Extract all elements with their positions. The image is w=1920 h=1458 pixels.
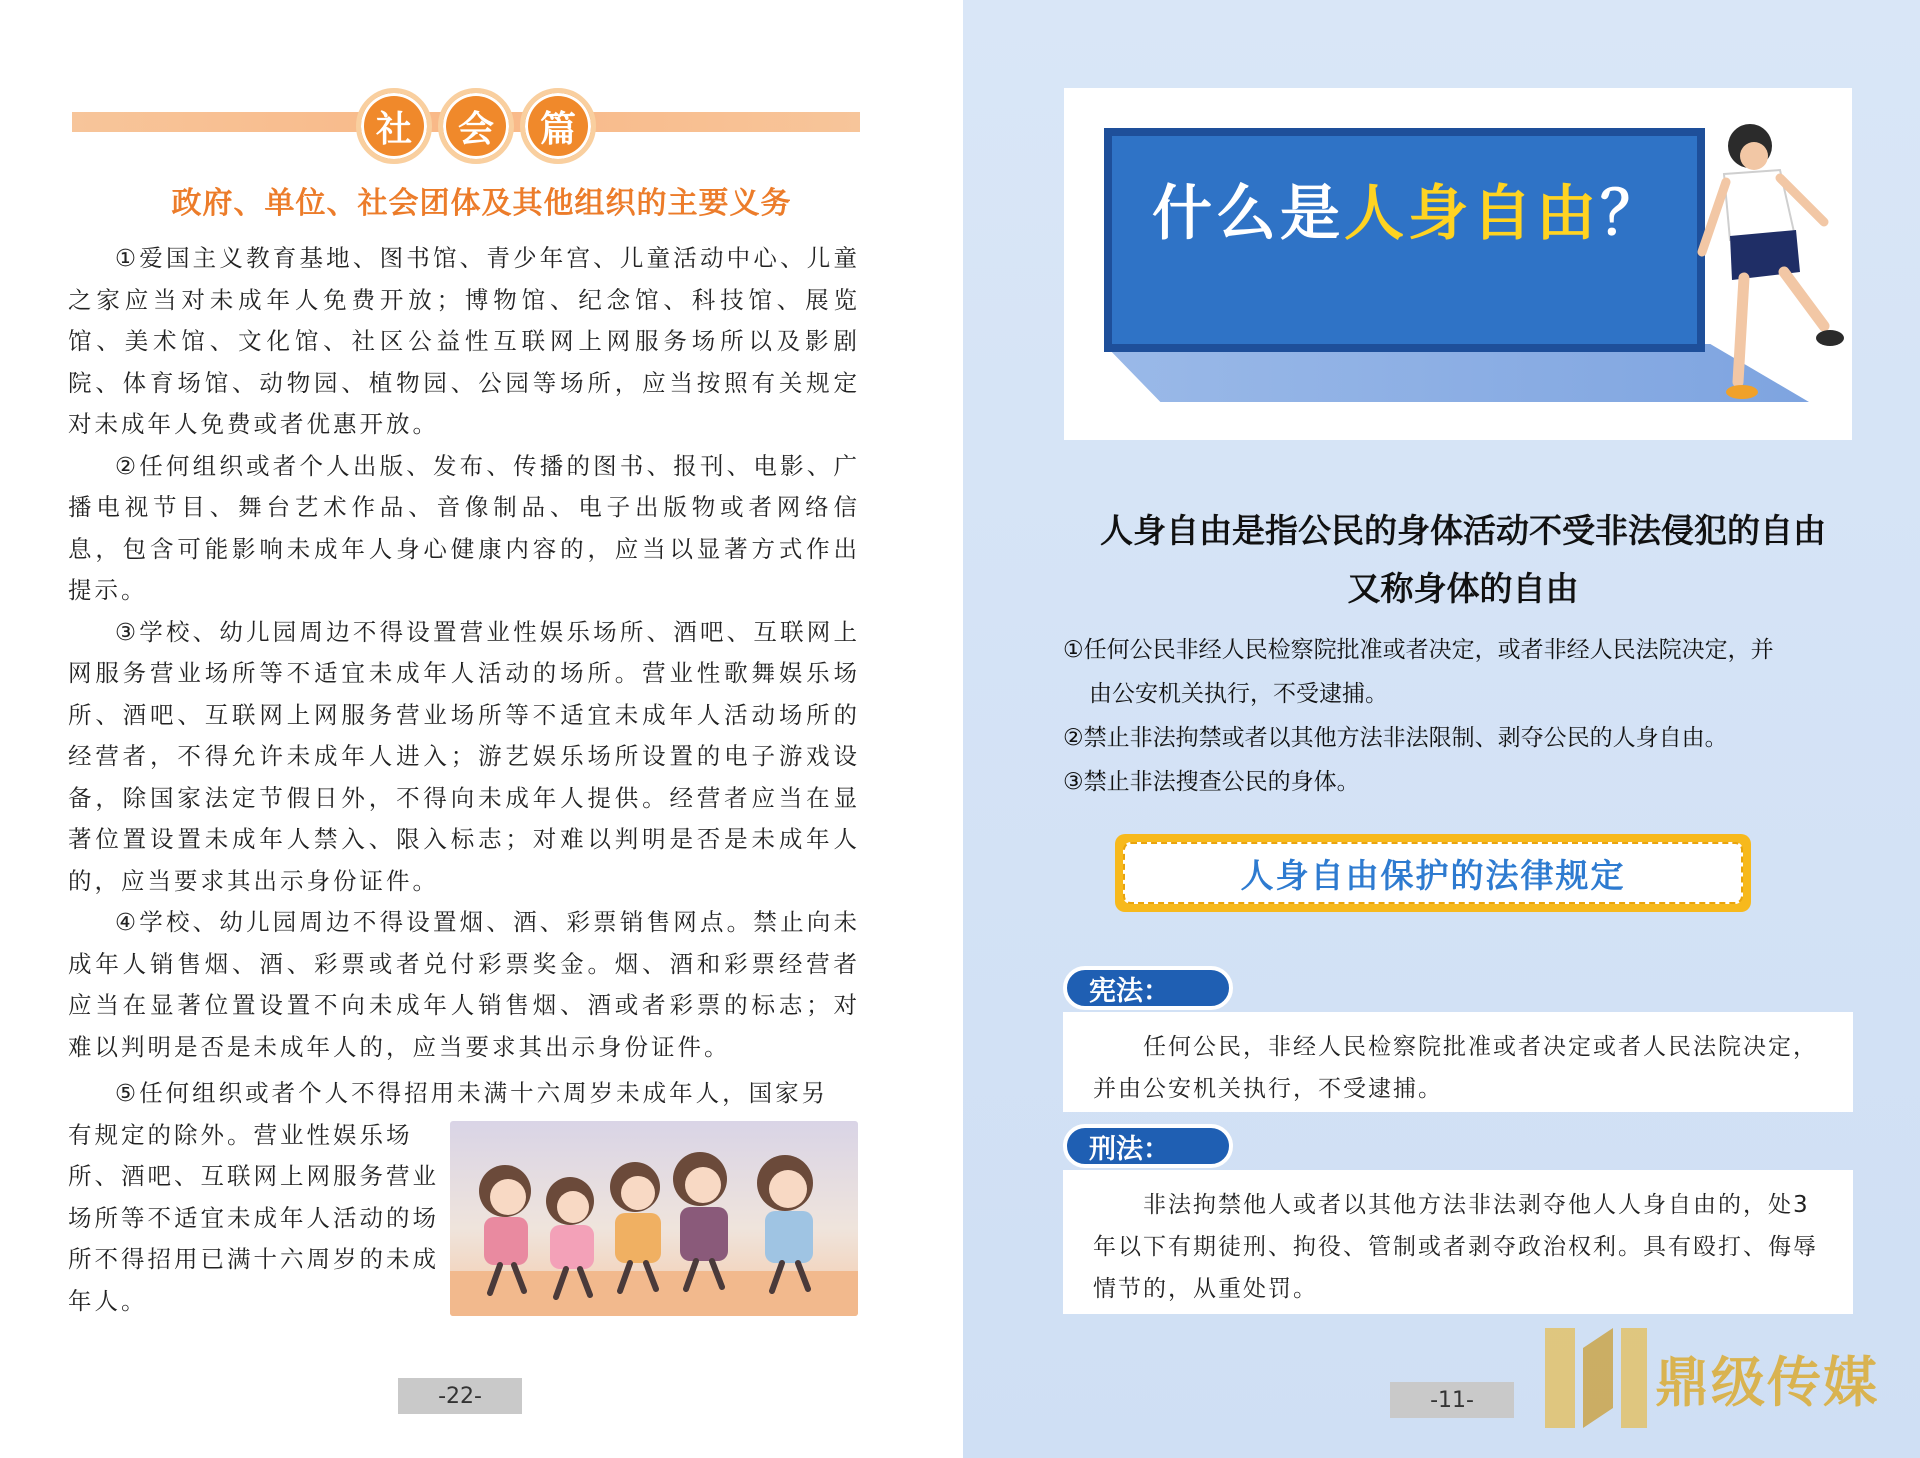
- list-item-continuation: 由公安机关执行，不受逮捕。: [1089, 681, 1388, 707]
- law-provisions-title: 人身自由保护的法律规定: [1123, 842, 1743, 904]
- criminal-law-tag: 刑法：: [1063, 1124, 1233, 1168]
- constitution-text: 任何公民，非经人民检察院批准或者决定或者人民法院决定，并由公安机关执行，不受逮捕。: [1093, 1034, 1818, 1102]
- section-char: 篇: [520, 88, 596, 164]
- paragraph: ②任何组织或者个人出版、发布、传播的图书、报刊、电影、广播电视节目、舞台艺术作品、音像制品、电子出版物或者网络信息，包含可能影响未成年人身心健康内容的，应当以显著方式作出提示。: [68, 451, 860, 604]
- paragraph: ③学校、幼儿园周边不得设置营业性娱乐场所、酒吧、互联网上网服务营业场所等不适宜未成年人活动的场所。营业性歌舞娱乐场所、酒吧、互联网上网服务营业场所等不适宜未成年人活动场所的经营者，不得允许未成年人进入；游艺娱乐场所设置的电子游戏设备，除国家法定节假日外，不得向未成年人提供。经营者应当在显著位置设置未成年人禁入、限入标志；对难以判明是否是未成年人的，应当要求其出示身份证件。: [68, 617, 860, 895]
- definition-line-2: 又称身体的自由: [1347, 569, 1579, 608]
- hero-title-prefix: 什么是: [1152, 179, 1344, 249]
- obligations-body: [68, 238, 860, 1068]
- paragraph-5-first-line: ⑤任何组织或者个人不得招用未满十六周岁未成年人，国家另: [115, 1079, 829, 1107]
- section-char: 社: [356, 88, 432, 164]
- children-illustration: [450, 1121, 858, 1316]
- criminal-law-text: 非法拘禁他人或者以其他方法非法剥夺他人人身自由的，处3年以下有期徒刑、拘役、管制或者剥夺政治权利。具有殴打、侮辱情节的，从重处罚。: [1093, 1192, 1818, 1302]
- section-char: 会: [438, 88, 514, 164]
- watermark-text: 鼎级传媒: [1655, 1350, 1879, 1414]
- hero-title-highlight: 人身自由: [1344, 179, 1600, 249]
- section-title: [356, 88, 596, 164]
- criminal-law-box: [1063, 1170, 1853, 1314]
- watermark-emblem-icon: [1535, 1318, 1655, 1440]
- definition-heading: [1063, 502, 1863, 618]
- running-boy-illustration: [1684, 112, 1844, 412]
- law-provisions-banner: [1115, 834, 1751, 912]
- hero-title: [1152, 166, 1664, 252]
- page-number: -22-: [398, 1378, 522, 1414]
- paragraph-5-rest: 有规定的除外。营业性娱乐场所、酒吧、互联网上网服务营业场所等不适宜未成年人活动的场所不得招用已满十六周岁的未成年人。: [68, 1120, 439, 1315]
- paragraph: ④学校、幼儿园周边不得设置烟、酒、彩票销售网点。禁止向未成年人销售烟、酒、彩票或者兑付彩票奖金。烟、酒和彩票经营者应当在显著位置设置不向未成年人销售烟、酒或者彩票的标志；对难以判明是否是未成年人的，应当要求其出示身份证件。: [68, 908, 860, 1061]
- hero-banner: [1064, 88, 1852, 440]
- constitution-tag: 宪法：: [1063, 966, 1233, 1010]
- paragraph: ①爱国主义教育基地、图书馆、青少年宫、儿童活动中心、儿童之家应当对未成年人免费开放；博物馆、纪念馆、科技馆、展览馆、美术馆、文化馆、社区公益性互联网上网服务场所以及影剧院、体育场馆、动物园、植物园、公园等场所，应当按照有关规定对未成年人免费或者优惠开放。: [68, 244, 860, 438]
- page-subtitle: 政府、单位、社会团体及其他组织的主要义务: [171, 186, 792, 221]
- list-item: ①任何公民非经人民检察院批准或者决定，或者非经人民法院决定，并: [1063, 637, 1774, 663]
- constitution-box: [1063, 1012, 1853, 1112]
- right-page: [963, 0, 1920, 1458]
- page-number: -11-: [1390, 1382, 1514, 1418]
- freedom-list: [1063, 628, 1823, 804]
- list-item: ③禁止非法搜查公民的身体。: [1063, 769, 1360, 795]
- watermark-logo: [1535, 1318, 1903, 1440]
- list-item: ②禁止非法拘禁或者以其他方法非法限制、剥夺公民的人身自由。: [1063, 725, 1728, 751]
- hero-title-suffix: ？: [1600, 179, 1664, 249]
- definition-line-1: 人身自由是指公民的身体活动不受非法侵犯的自由: [1100, 511, 1826, 550]
